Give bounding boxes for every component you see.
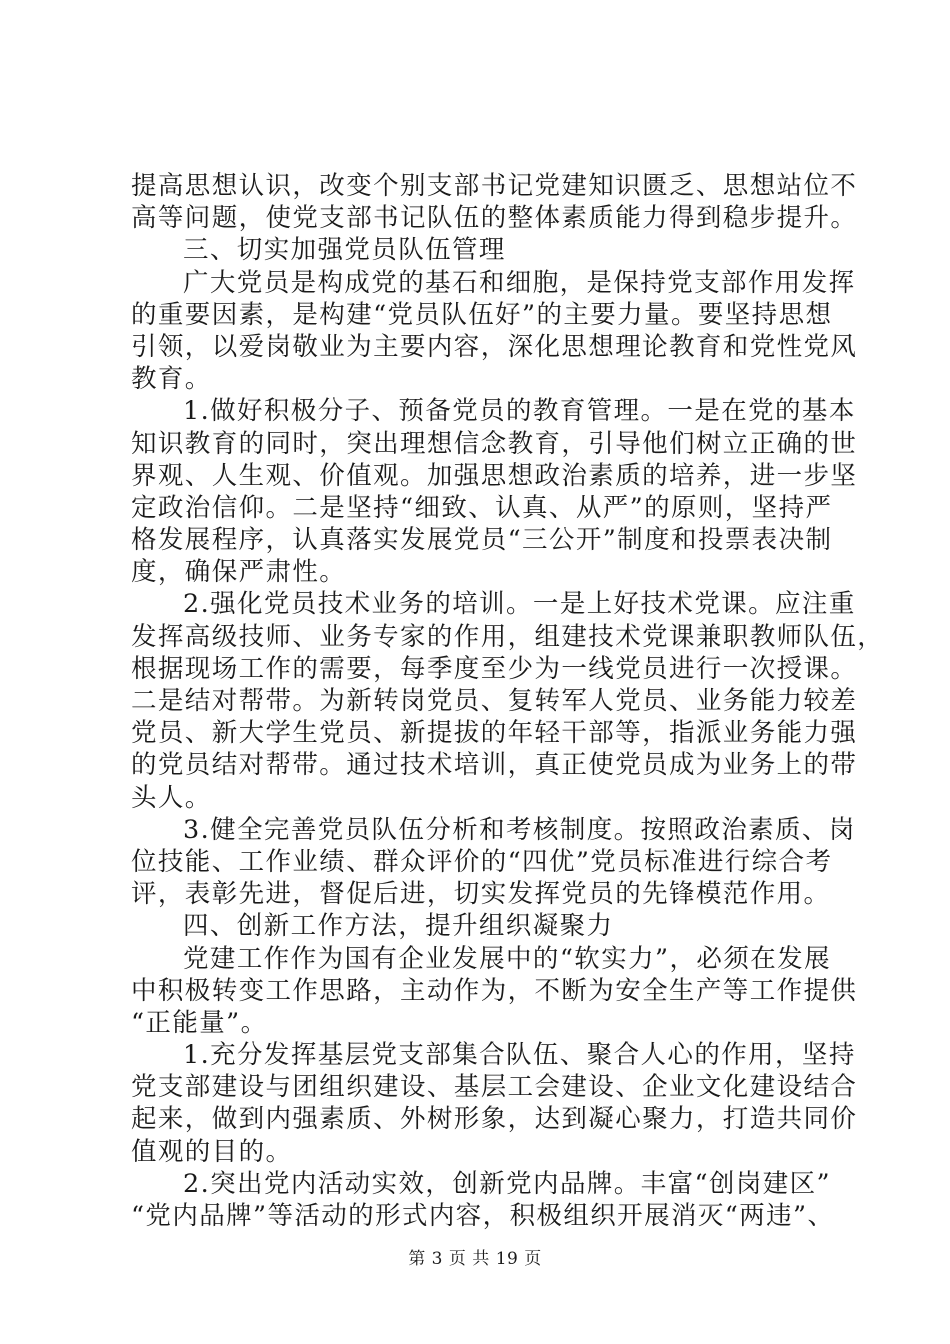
text-line: 高等问题，使党支部书记队伍的整体素质能力得到稳步提升。 xyxy=(131,203,858,234)
page-footer: 第 3 页 共 19 页 xyxy=(408,1249,542,1269)
text-line: 1.做好积极分子、预备党员的教育管理。一是在党的基本 xyxy=(183,396,856,427)
text-line: 三、切实加强党员队伍管理 xyxy=(183,235,506,266)
text-line: 广大党员是构成党的基石和细胞，是保持党支部作用发挥 xyxy=(183,267,856,298)
text-line: 教育。 xyxy=(131,364,212,395)
text-line: “党内品牌”等活动的形式内容，积极组织开展消灭“两违”、 xyxy=(131,1201,835,1231)
text-line: 四、创新工作方法，提升组织凝聚力 xyxy=(183,911,614,942)
text-line: 评，表彰先进，督促后进，切实发挥党员的先锋模范作用。 xyxy=(131,879,831,910)
text-line: 中积极转变工作思路，主动作为，不断为安全生产等工作提供 xyxy=(131,975,858,1006)
text-line: 提高思想认识，改变个别支部书记党建知识匮乏、思想站位不 xyxy=(131,171,858,201)
text-line: 值观的目的。 xyxy=(131,1136,293,1167)
text-line: 根据现场工作的需要，每季度至少为一线党员进行一次授课。 xyxy=(131,653,858,684)
text-line: 党支部建设与团组织建设、基层工会建设、企业文化建设结合 xyxy=(131,1072,858,1103)
text-line: 2.突出党内活动实效，创新党内品牌。丰富“创岗建区” xyxy=(183,1168,831,1199)
text-line: 1.充分发挥基层党支部集合队伍、聚合人心的作用，坚持 xyxy=(183,1040,856,1071)
text-line: 党员、新大学生党员、新提拔的年轻干部等，指派业务能力强 xyxy=(131,718,858,749)
text-line: 界观、人生观、价值观。加强思想政治素质的培养，进一步坚 xyxy=(131,460,858,491)
text-line: 引领，以爱岗敬业为主要内容，深化思想理论教育和党性党风 xyxy=(131,331,858,362)
text-line: 知识教育的同时，突出理想信念教育，引导他们树立正确的世 xyxy=(131,428,858,459)
text-line: 2.强化党员技术业务的培训。一是上好技术党课。应注重 xyxy=(183,589,856,620)
text-line: 发挥高级技师、业务专家的作用，组建技术党课兼职教师队伍， xyxy=(131,621,885,652)
text-line: 定政治信仰。二是坚持“细致、认真、从严”的原则，坚持严 xyxy=(131,492,833,523)
text-line: 度，确保严肃性。 xyxy=(131,557,347,588)
text-line: “正能量”。 xyxy=(131,1007,268,1038)
text-line: 二是结对帮带。为新转岗党员、复转军人党员、业务能力较差 xyxy=(131,686,858,716)
text-line: 党建工作作为国有企业发展中的“软实力”，必须在发展 xyxy=(183,943,831,974)
text-line: 格发展程序，认真落实发展党员“三公开”制度和投票表决制 xyxy=(131,525,833,556)
document-body xyxy=(131,170,885,1232)
text-line: 的重要因素，是构建“党员队伍好”的主要力量。要坚持思想 xyxy=(131,299,833,330)
text-line: 位技能、工作业绩、群众评价的“四优”党员标准进行综合考 xyxy=(131,846,833,877)
text-line: 头人。 xyxy=(131,782,212,813)
text-line: 的党员结对帮带。通过技术培训，真正使党员成为业务上的带 xyxy=(131,750,858,781)
text-line: 3.健全完善党员队伍分析和考核制度。按照政治素质、岗 xyxy=(183,814,856,845)
text-line: 起来，做到内强素质、外树形象，达到凝心聚力，打造共同价 xyxy=(131,1104,858,1135)
